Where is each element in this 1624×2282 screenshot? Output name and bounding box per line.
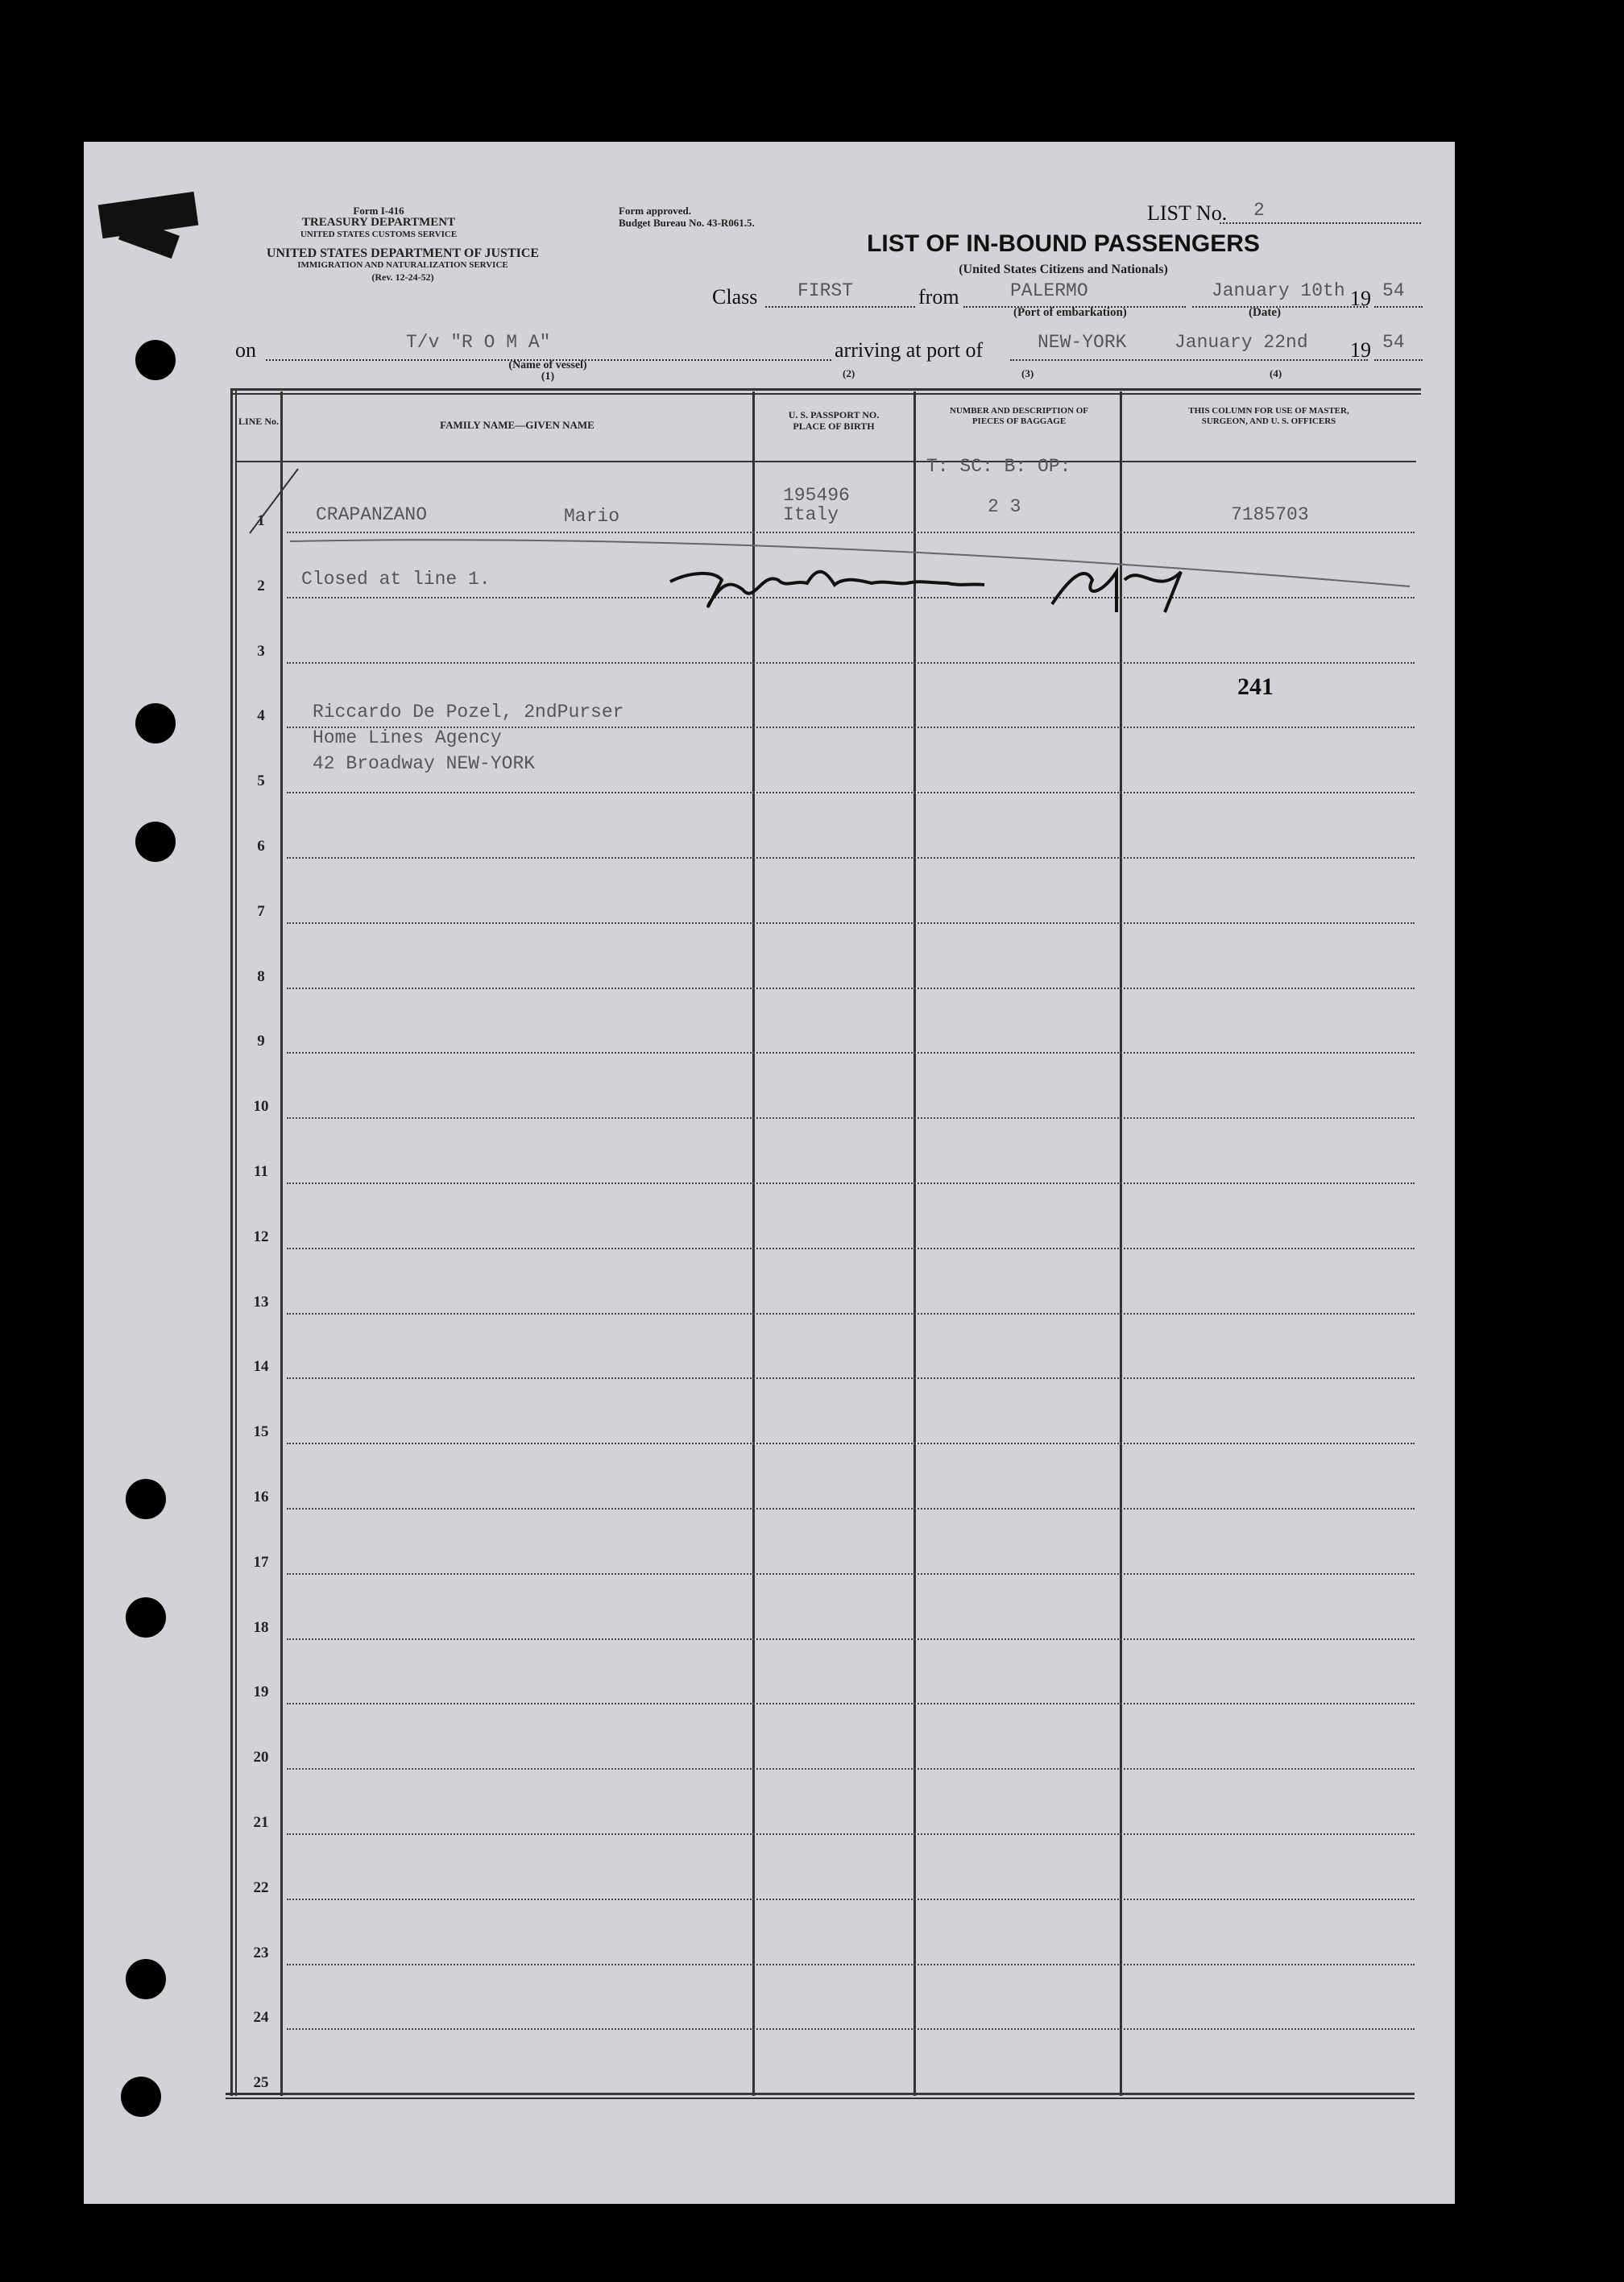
col4-num: (4) — [1270, 367, 1282, 379]
punch-hole — [135, 703, 176, 743]
purser-name: Riccardo De Pozel, 2ndPurser — [313, 702, 624, 723]
from-value: PALERMO — [1010, 280, 1088, 301]
line-number: 17 — [253, 1553, 269, 1571]
punch-hole — [135, 340, 176, 380]
row-rule — [287, 922, 1415, 924]
line-number: 25 — [253, 2074, 269, 2092]
row-rule — [287, 1248, 1415, 1249]
officer-stamp-number: 241 — [1237, 673, 1274, 700]
row-rule — [287, 1377, 1415, 1379]
row-rule — [287, 988, 1415, 989]
col2-num: (2) — [843, 367, 856, 379]
class-value: FIRST — [798, 280, 854, 301]
line-number: 10 — [253, 1098, 269, 1116]
handwritten-signature — [665, 548, 1197, 628]
justice-dept: UNITED STATES DEPARTMENT OF JUSTICE — [266, 246, 540, 260]
line-number: 3 — [257, 642, 265, 660]
row-rule — [287, 1117, 1415, 1119]
list-no-label: LIST No. — [1147, 201, 1228, 225]
col-header-name: FAMILY NAME—GIVEN NAME — [440, 419, 594, 431]
arrival-port: NEW-YORK — [1038, 332, 1127, 353]
budget-bureau: Budget Bureau No. 43-R061.5. — [619, 217, 755, 229]
closed-note: Closed at line 1. — [301, 569, 491, 590]
line-number: 24 — [253, 2009, 269, 2027]
row-rule — [287, 2028, 1415, 2030]
form-number: Form I-416 — [353, 205, 404, 217]
arrival-year-prefix: 19 — [1350, 338, 1371, 362]
revision-date: (Rev. 12-24-52) — [371, 271, 434, 283]
punch-hole — [135, 822, 176, 862]
row-rule — [287, 1638, 1415, 1640]
officer-number: 7185703 — [1231, 504, 1309, 525]
line-number: 1 — [257, 512, 265, 529]
passport-number: 195496 — [783, 485, 850, 506]
customs-service: UNITED STATES CUSTOMS SERVICE — [300, 230, 458, 239]
year-prefix: 19 — [1350, 287, 1371, 310]
line-number: 23 — [253, 1944, 269, 1961]
punch-hole — [121, 2077, 161, 2117]
passenger-family-name: CRAPANZANO — [316, 504, 428, 525]
arriving-label: arriving at port of — [835, 338, 984, 362]
line-number: 5 — [257, 772, 265, 790]
row-rule — [287, 1703, 1415, 1704]
line-number: 12 — [253, 1228, 269, 1245]
form-approved: Form approved. — [619, 205, 692, 217]
embark-date: January 10th — [1212, 280, 1345, 301]
page-subtitle: (United States Citizens and Nationals) — [959, 263, 1168, 276]
class-label: Class — [712, 285, 758, 309]
row-rule — [287, 662, 1415, 664]
row-rule — [287, 1964, 1415, 1965]
check-mark — [234, 459, 395, 540]
punch-hole — [126, 1597, 166, 1638]
arrival-date: January 22nd — [1174, 332, 1308, 353]
row-rule — [287, 1833, 1415, 1835]
row-rule — [287, 1052, 1415, 1054]
col-header-line: LINE No. — [238, 416, 280, 427]
treasury-dept: TREASURY DEPARTMENT — [301, 216, 456, 229]
row-rule — [287, 1573, 1415, 1575]
line-number: 21 — [253, 1814, 269, 1831]
line-number: 18 — [253, 1618, 269, 1636]
col-header-baggage: NUMBER AND DESCRIPTION OF PIECES OF BAGGAGE — [949, 406, 1089, 426]
baggage-codes: T: SC: B: OP: — [926, 456, 1071, 477]
list-no-value: 2 — [1253, 200, 1265, 221]
line-number: 20 — [253, 1749, 269, 1766]
ins-service: IMMIGRATION AND NATURALIZATION SERVICE — [297, 260, 508, 270]
row-rule — [287, 2094, 1415, 2095]
place-of-birth: Italy — [783, 504, 839, 525]
line-number: 8 — [257, 967, 265, 985]
row-rule — [287, 1182, 1415, 1184]
line-number: 13 — [253, 1293, 269, 1311]
arrival-year: 54 — [1382, 332, 1405, 353]
vessel-col-num: (1) — [541, 371, 555, 383]
line-number: 7 — [257, 902, 265, 920]
from-label: from — [918, 285, 959, 309]
date-caption: (Date) — [1249, 306, 1281, 319]
line-number: 2 — [257, 577, 265, 594]
row-rule — [287, 1899, 1415, 1900]
line-number: 19 — [253, 1684, 269, 1701]
col3-num: (3) — [1021, 367, 1034, 379]
line-number: 16 — [253, 1489, 269, 1505]
embark-year: 54 — [1382, 280, 1405, 301]
punch-hole — [126, 1479, 166, 1519]
port-caption: (Port of embarkation) — [1013, 306, 1127, 319]
purser-agency: Home Lines Agency — [313, 727, 502, 748]
line-number: 22 — [253, 1878, 269, 1896]
baggage-count: 2 3 — [988, 496, 1021, 517]
line-number: 6 — [257, 838, 265, 855]
row-rule — [287, 1313, 1415, 1315]
row-rule — [287, 1768, 1415, 1770]
punch-hole — [126, 1959, 166, 1999]
row-rule — [287, 857, 1415, 859]
line-number: 14 — [253, 1358, 269, 1376]
row-rule — [287, 1443, 1415, 1444]
vessel-name: T/v "R O M A" — [406, 332, 551, 353]
col-header-officers: THIS COLUMN FOR USE OF MASTER, SURGEON, AND U. S. OFFICERS — [1188, 406, 1349, 426]
vessel-caption: (Name of vessel) — [508, 359, 587, 371]
line-number: 11 — [254, 1163, 268, 1180]
line-number: 4 — [257, 707, 265, 725]
line-number: 9 — [257, 1033, 265, 1050]
on-label: on — [235, 338, 256, 362]
form-sheet — [84, 142, 1455, 2204]
line-number: 15 — [253, 1423, 269, 1441]
row-rule — [287, 1508, 1415, 1510]
passenger-given-name: Mario — [564, 506, 620, 527]
page-title: LIST OF IN-BOUND PASSENGERS — [867, 230, 1260, 257]
purser-address: 42 Broadway NEW-YORK — [313, 753, 536, 774]
col-header-passport: U. S. PASSPORT NO. PLACE OF BIRTH — [788, 409, 880, 432]
row-rule — [287, 792, 1415, 793]
